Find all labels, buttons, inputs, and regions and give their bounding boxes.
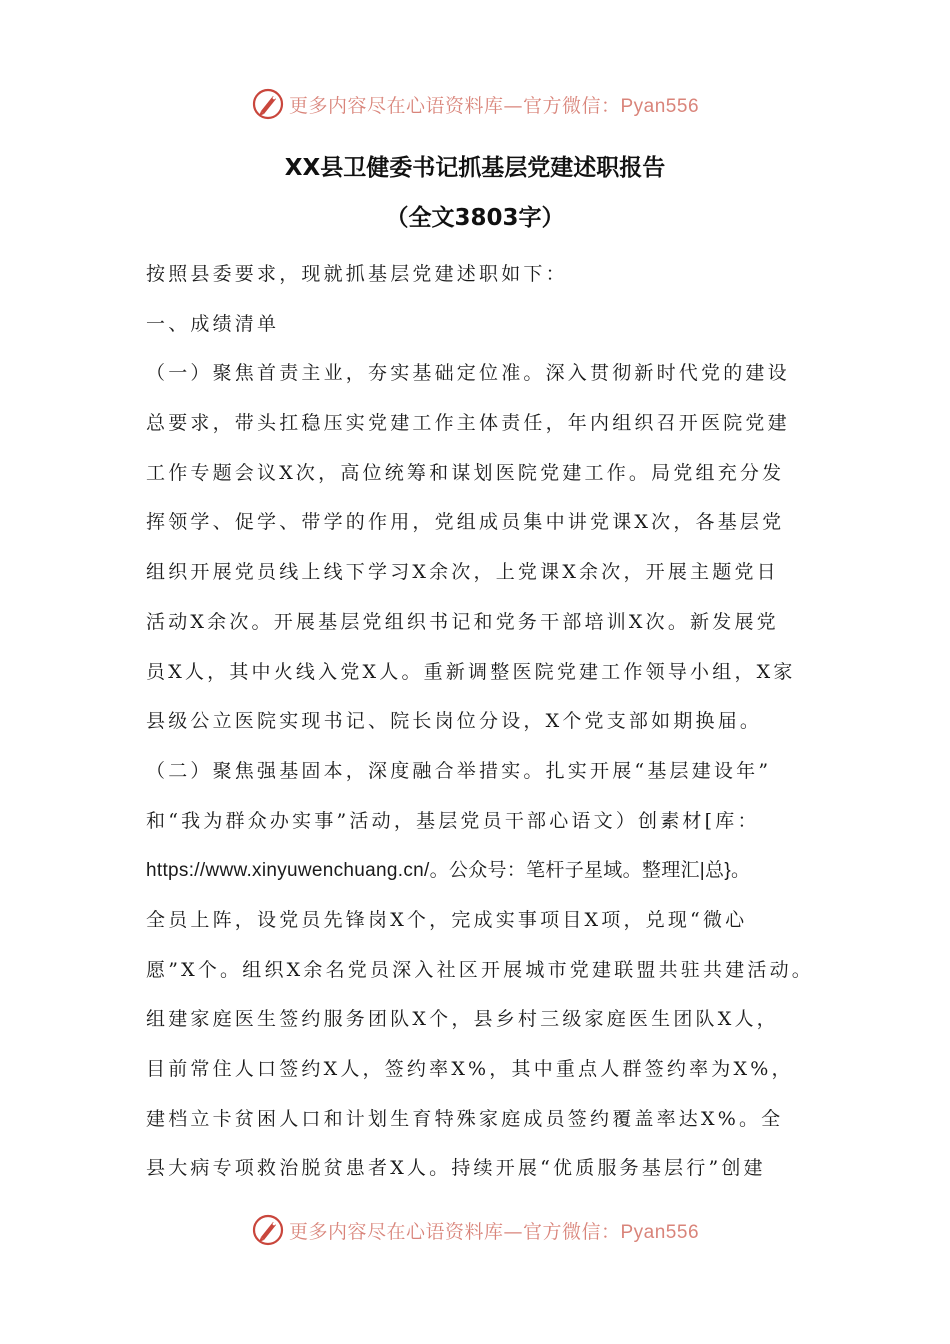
body-line: 总要求，带头扛稳压实党建工作主体责任，年内组织召开医院党建 <box>146 412 790 435</box>
body-line: 建档立卡贫困人口和计划生育特殊家庭成员签约覆盖率达X%。全 <box>146 1107 784 1130</box>
document-title: XX县卫健委书记抓基层党建述职报告 <box>284 155 666 181</box>
document-subtitle: （全文3803字） <box>385 205 565 231</box>
body-line: 县级公立医院实现书记、院长岗位分设，X个党支部如期换届。 <box>146 710 763 733</box>
document-body <box>146 250 826 1194</box>
pen-nib-circle-logo-icon <box>251 1213 285 1247</box>
body-line: 县大病专项救治脱贫患者X人。持续开展“优质服务基层行”创建 <box>146 1157 766 1180</box>
body-line: 按照县委要求，现就抓基层党建述职如下： <box>146 263 568 285</box>
watermark-handle: Pyan556 <box>620 95 700 117</box>
body-line: 组织开展党员线上线下学习X余次，上党课X余次，开展主题党日 <box>146 561 779 584</box>
body-line: 工作专题会议X次，高位统筹和谋划医院党建工作。局党组充分发 <box>146 461 785 484</box>
body-line: 全员上阵，设党员先锋岗X个，完成实事项目X项，兑现“微心 <box>146 908 748 931</box>
body-line: 活动X余次。开展基层党组织书记和党务干部培训X次。新发展党 <box>146 610 779 633</box>
body-line: （二）聚焦强基固本，深度融合举措实。扎实开展“基层建设年” <box>146 759 772 782</box>
body-line: 愿”X个。组织X余名党员深入社区开展城市党建联盟共驻共建活动。 <box>146 958 814 981</box>
watermark-handle: Pyan556 <box>620 1221 700 1243</box>
pen-nib-circle-logo-icon <box>251 87 285 121</box>
body-line: 目前常住人口签约X人，签约率X%，其中重点人群签约率为X%， <box>146 1058 794 1080</box>
watermark-footer <box>0 1210 950 1250</box>
watermark-text: 更多内容尽在心语资料库—官方微信：Pyan556 <box>288 1220 700 1243</box>
body-line: 组建家庭医生签约服务团队X个，县乡村三级家庭医生团队X人， <box>146 1008 779 1031</box>
section-heading: 一、成绩清单 <box>146 312 280 335</box>
body-line: （一）聚焦首责主业，夯实基础定位准。深入贯彻新时代党的建设 <box>146 362 790 385</box>
body-line: 和“我为群众办实事”活动，基层党员干部心语文）创素材[库： <box>146 809 760 832</box>
watermark-header <box>0 84 950 124</box>
body-line: 挥领学、促学、带学的作用，党组成员集中讲党课X次，各基层党 <box>146 511 785 534</box>
body-line: 员X人，其中火线入党X人。重新调整医院党建工作领导小组，X家 <box>146 660 796 683</box>
watermark-text: 更多内容尽在心语资料库—官方微信：Pyan556 <box>288 94 700 117</box>
body-line-url: https://www.xinyuwenchuang.cn/。公众号：笔杆子星域。整理汇|总}。 <box>146 860 751 882</box>
